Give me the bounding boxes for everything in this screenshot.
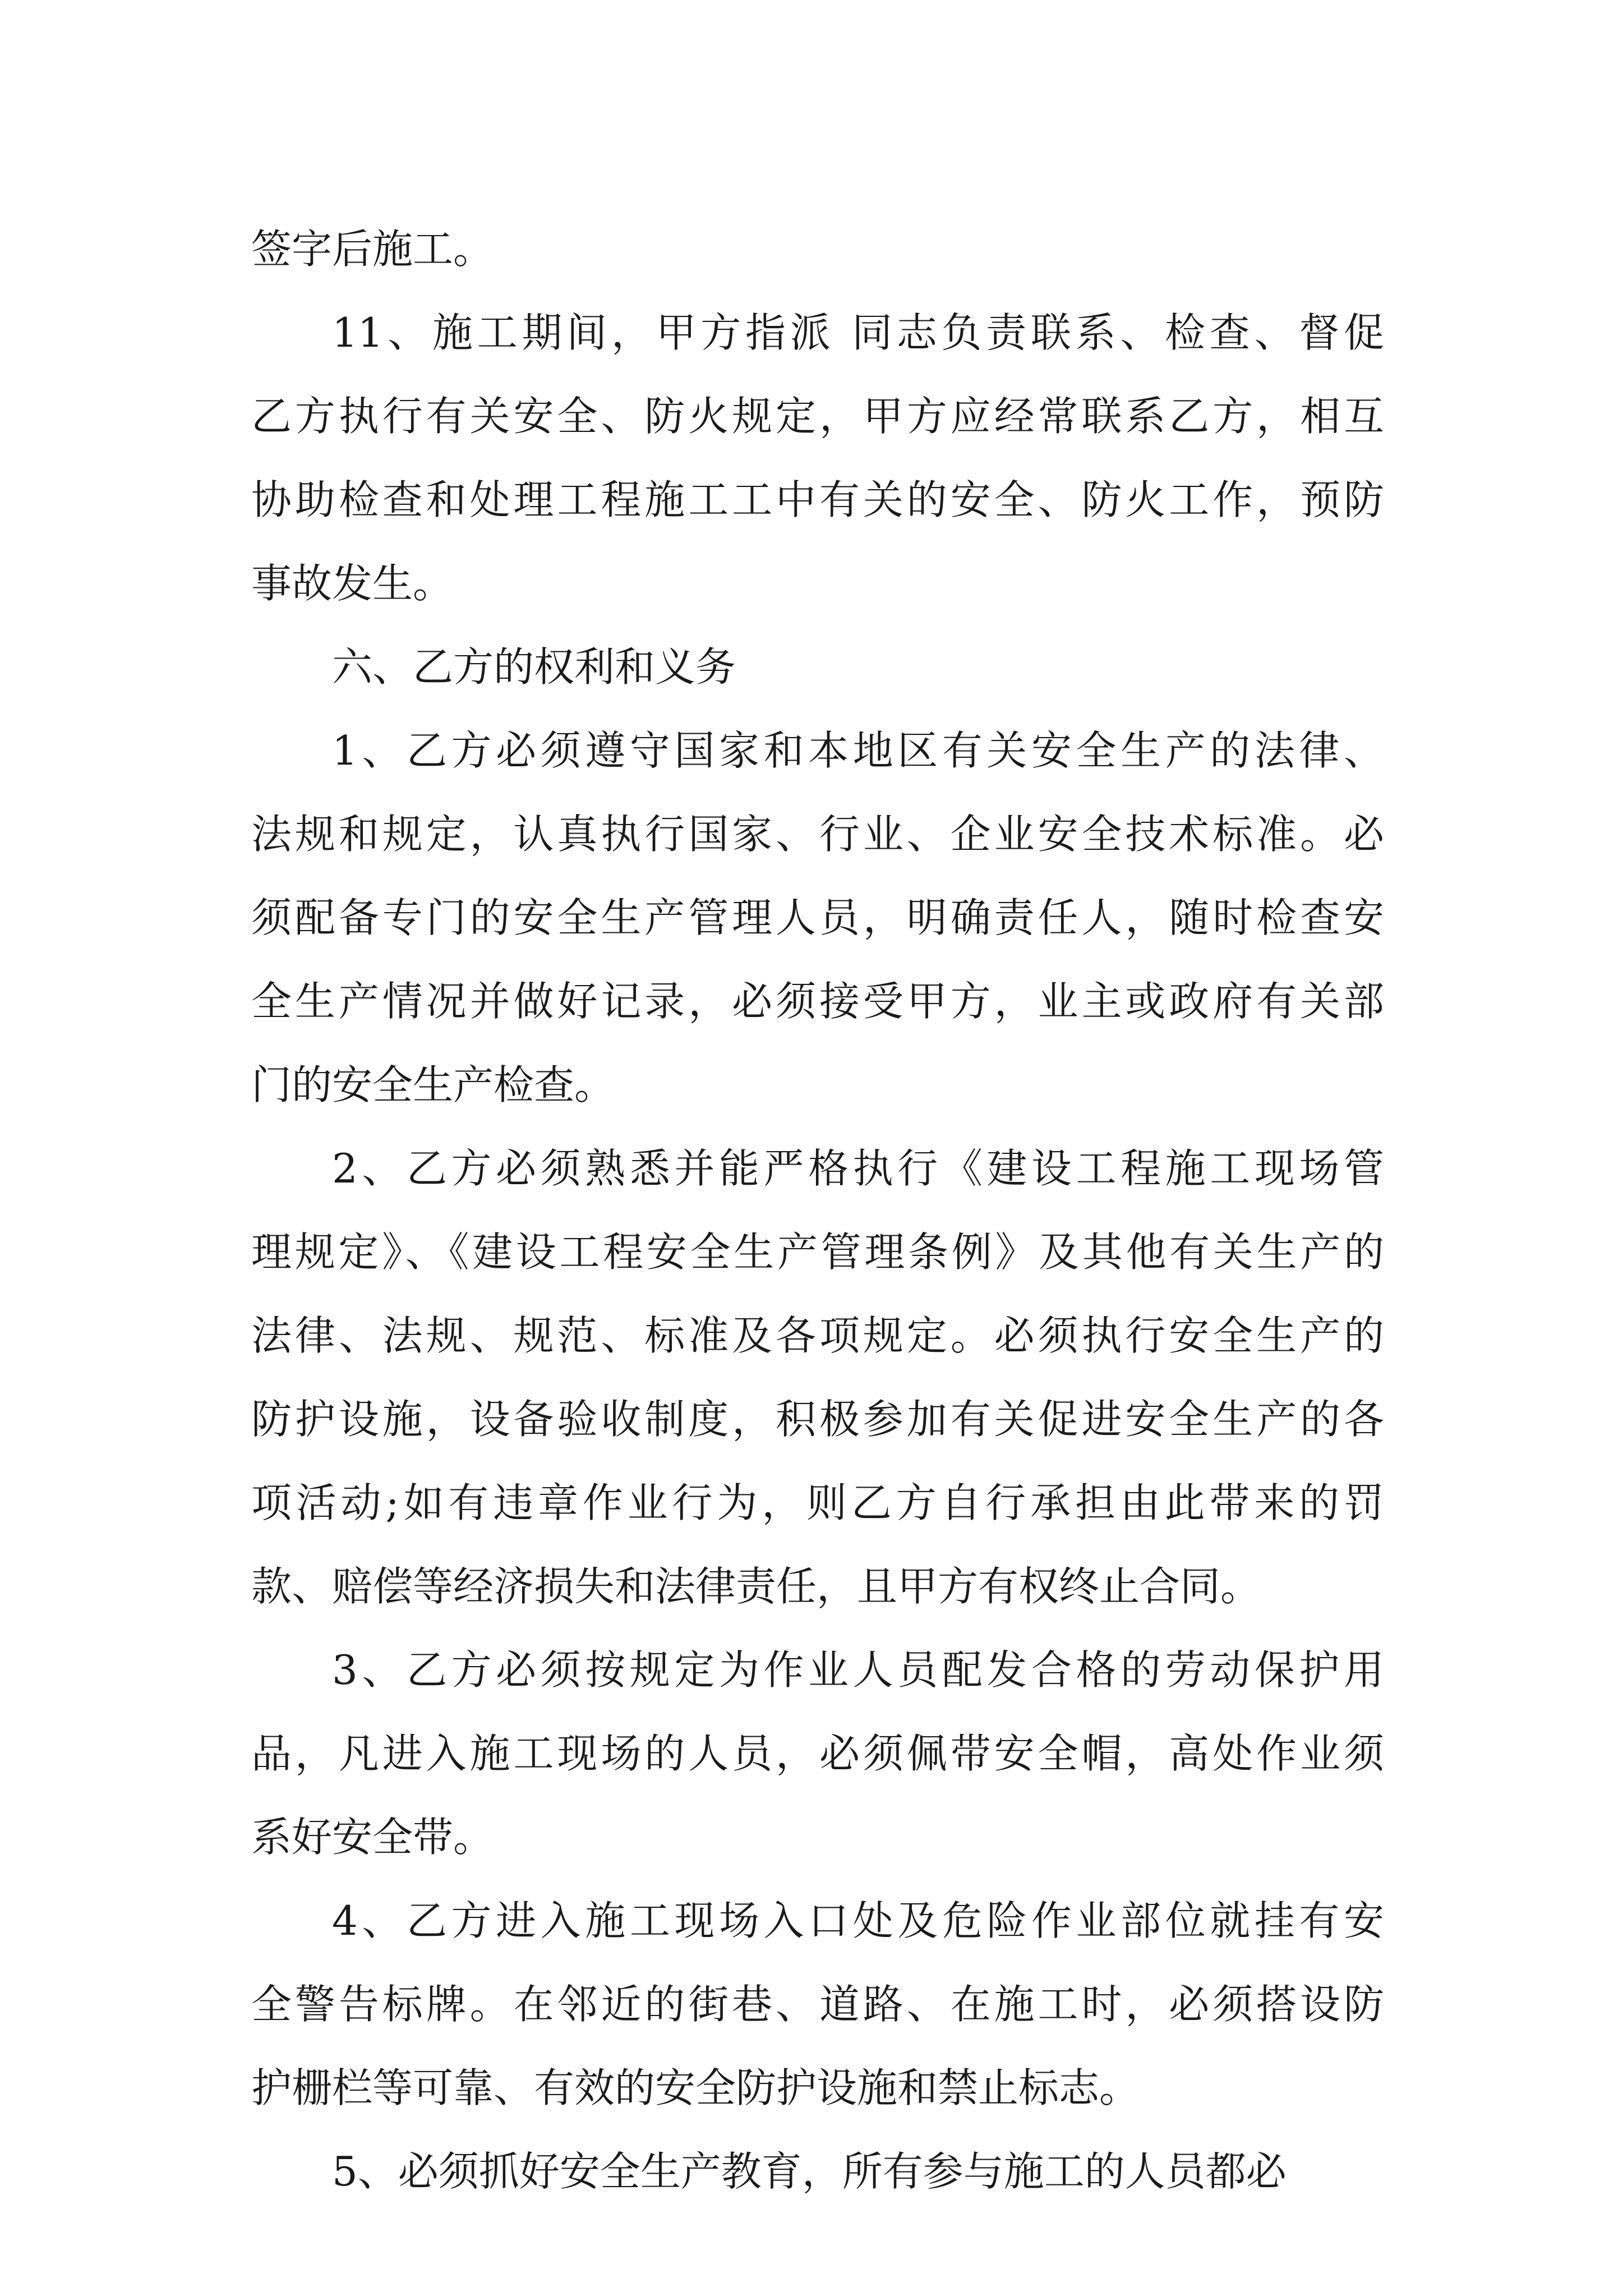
paragraph [251,1628,1384,1879]
text-line: 项活动;如有违章作业行为，则乙方自行承担由此带来的罚 [251,1479,1384,1526]
paragraph [251,709,1384,1127]
document-page [251,208,1384,2214]
text-line: 全警告标牌。在邻近的街巷、道路、在施工时，必须搭设防 [251,1981,1384,2028]
text-line: 系好安全带。 [251,1814,494,1861]
text-line: 签字后施工。 [251,226,494,273]
paragraph [251,1879,1384,2130]
text-line: 护栅栏等可靠、有效的安全防护设施和禁止标志。 [251,2064,1140,2111]
text-line: 事故发生。 [251,560,454,607]
text-line: 5、必须抓好安全生产教育，所有参与施工的人员都必 [332,2148,1287,2195]
document-body [251,208,1384,2214]
text-line: 法规和规定，认真执行国家、行业、企业安全技术标准。必 [251,811,1384,858]
text-line: 1、乙方必须遵守国家和本地区有关安全生产的法律、 [332,727,1384,774]
text-line: 3、乙方必须按规定为作业人员配发合格的劳动保护用 [332,1646,1384,1694]
text-line: 理规定》、《建设工程安全生产管理条例》及其他有关生产的 [251,1228,1384,1276]
text-line: 门的安全生产检查。 [251,1061,615,1108]
text-line: 协助检查和处理工程施工工中有关的安全、防火工作，预防 [251,476,1384,523]
text-line: 防护设施，设备验收制度，积极参加有关促进安全生产的各 [251,1396,1384,1443]
text-line: 须配备专门的安全生产管理人员，明确责任人，随时检查安 [251,894,1384,941]
paragraph [251,291,1384,625]
paragraph [251,2130,1384,2214]
text-line: 4、乙方进入施工现场入口处及危险作业部位就挂有安 [332,1897,1384,1944]
text-line: 款、赔偿等经济损失和法律责任，且甲方有权终止合同。 [251,1563,1261,1610]
text-line: 六、乙方的权利和义务 [332,643,736,691]
paragraph [251,208,1384,291]
text-line: 乙方执行有关安全、防火规定，甲方应经常联系乙方，相互 [251,393,1384,440]
paragraph [251,1127,1384,1628]
paragraph [251,625,1384,709]
text-line: 2、乙方必须熟悉并能严格执行《建设工程施工现场管 [332,1145,1384,1192]
text-line: 11、施工期间，甲方指派 同志负责联系、检查、督促 [332,309,1384,356]
text-line: 全生产情况并做好记录，必须接受甲方，业主或政府有关部 [251,978,1384,1025]
text-line: 品，凡进入施工现场的人员，必须佩带安全帽，高处作业须 [251,1730,1384,1777]
text-line: 法律、法规、规范、标准及各项规定。必须执行安全生产的 [251,1312,1384,1359]
